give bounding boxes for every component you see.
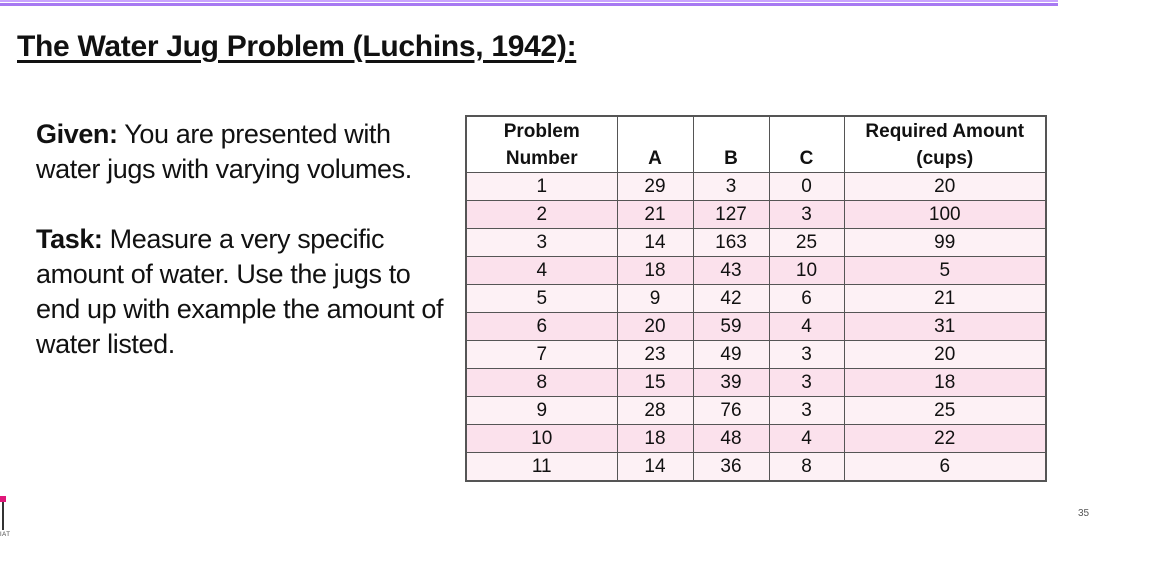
header-required-amount xyxy=(844,116,1046,173)
table-row xyxy=(466,425,1046,453)
cell-b: 39 xyxy=(693,369,769,397)
header-c: C xyxy=(769,116,844,173)
header-b: B xyxy=(693,116,769,173)
cell-c: 25 xyxy=(769,229,844,257)
given-paragraph xyxy=(36,117,451,187)
cell-required: 22 xyxy=(844,425,1046,453)
brand-logo-stem xyxy=(2,502,4,530)
brand-text: IAT xyxy=(0,532,11,538)
cell-b: 127 xyxy=(693,201,769,229)
table-row xyxy=(466,257,1046,285)
cell-required: 20 xyxy=(844,173,1046,201)
header-required-line2: (cups) xyxy=(916,148,974,169)
header-problem-number xyxy=(466,116,617,173)
cell-a: 29 xyxy=(617,173,693,201)
cell-problem: 3 xyxy=(466,229,617,257)
slide-title: The Water Jug Problem (Luchins, 1942): xyxy=(17,30,577,63)
cell-a: 14 xyxy=(617,229,693,257)
cell-c: 0 xyxy=(769,173,844,201)
page-number: 35 xyxy=(1078,508,1090,519)
cell-a: 20 xyxy=(617,313,693,341)
cell-a: 14 xyxy=(617,453,693,482)
cell-required: 6 xyxy=(844,453,1046,482)
cell-a: 15 xyxy=(617,369,693,397)
cell-a: 21 xyxy=(617,201,693,229)
cell-b: 59 xyxy=(693,313,769,341)
cell-required: 31 xyxy=(844,313,1046,341)
cell-required: 25 xyxy=(844,397,1046,425)
cell-b: 163 xyxy=(693,229,769,257)
cell-problem: 10 xyxy=(466,425,617,453)
task-text: Measure a very specific amount of water. Use the jugs to end up with example the amount of water listed. xyxy=(36,224,444,359)
cell-c: 3 xyxy=(769,201,844,229)
water-jug-table xyxy=(465,115,1047,482)
header-a: A xyxy=(617,116,693,173)
cell-a: 23 xyxy=(617,341,693,369)
given-label: Given: xyxy=(36,119,118,149)
table-row xyxy=(466,369,1046,397)
header-problem-line2: Number xyxy=(505,148,578,169)
cell-c: 3 xyxy=(769,341,844,369)
cell-b: 76 xyxy=(693,397,769,425)
table-row xyxy=(466,313,1046,341)
given-text: You are presented with water jugs with varying volumes. xyxy=(36,119,412,184)
cell-b: 43 xyxy=(693,257,769,285)
cell-b: 3 xyxy=(693,173,769,201)
cell-c: 10 xyxy=(769,257,844,285)
header-required-line1: Required Amount xyxy=(865,121,1025,142)
cell-c: 4 xyxy=(769,425,844,453)
cell-required: 99 xyxy=(844,229,1046,257)
cell-problem: 9 xyxy=(466,397,617,425)
cell-required: 18 xyxy=(844,369,1046,397)
cell-c: 3 xyxy=(769,397,844,425)
header-problem-line1: Problem xyxy=(503,121,580,142)
table-header-row xyxy=(466,116,1046,173)
cell-b: 48 xyxy=(693,425,769,453)
cell-c: 6 xyxy=(769,285,844,313)
cell-b: 49 xyxy=(693,341,769,369)
brand-logo xyxy=(0,496,6,530)
table-row xyxy=(466,201,1046,229)
cell-problem: 5 xyxy=(466,285,617,313)
cell-a: 28 xyxy=(617,397,693,425)
instructions xyxy=(36,117,451,397)
cell-c: 8 xyxy=(769,453,844,482)
table-row xyxy=(466,229,1046,257)
cell-required: 100 xyxy=(844,201,1046,229)
task-label: Task: xyxy=(36,224,103,254)
table-row xyxy=(466,341,1046,369)
table-row xyxy=(466,173,1046,201)
cell-problem: 4 xyxy=(466,257,617,285)
table-body xyxy=(466,173,1046,482)
cell-required: 21 xyxy=(844,285,1046,313)
cell-problem: 11 xyxy=(466,453,617,482)
cell-problem: 6 xyxy=(466,313,617,341)
cell-required: 5 xyxy=(844,257,1046,285)
table-row xyxy=(466,397,1046,425)
cell-problem: 1 xyxy=(466,173,617,201)
cell-c: 4 xyxy=(769,313,844,341)
cell-c: 3 xyxy=(769,369,844,397)
table-row xyxy=(466,453,1046,482)
top-accent-rule xyxy=(0,0,1058,6)
cell-required: 20 xyxy=(844,341,1046,369)
cell-problem: 7 xyxy=(466,341,617,369)
cell-b: 36 xyxy=(693,453,769,482)
cell-problem: 8 xyxy=(466,369,617,397)
cell-a: 18 xyxy=(617,257,693,285)
cell-a: 18 xyxy=(617,425,693,453)
cell-a: 9 xyxy=(617,285,693,313)
cell-problem: 2 xyxy=(466,201,617,229)
task-paragraph xyxy=(36,222,451,362)
cell-b: 42 xyxy=(693,285,769,313)
table-row xyxy=(466,285,1046,313)
